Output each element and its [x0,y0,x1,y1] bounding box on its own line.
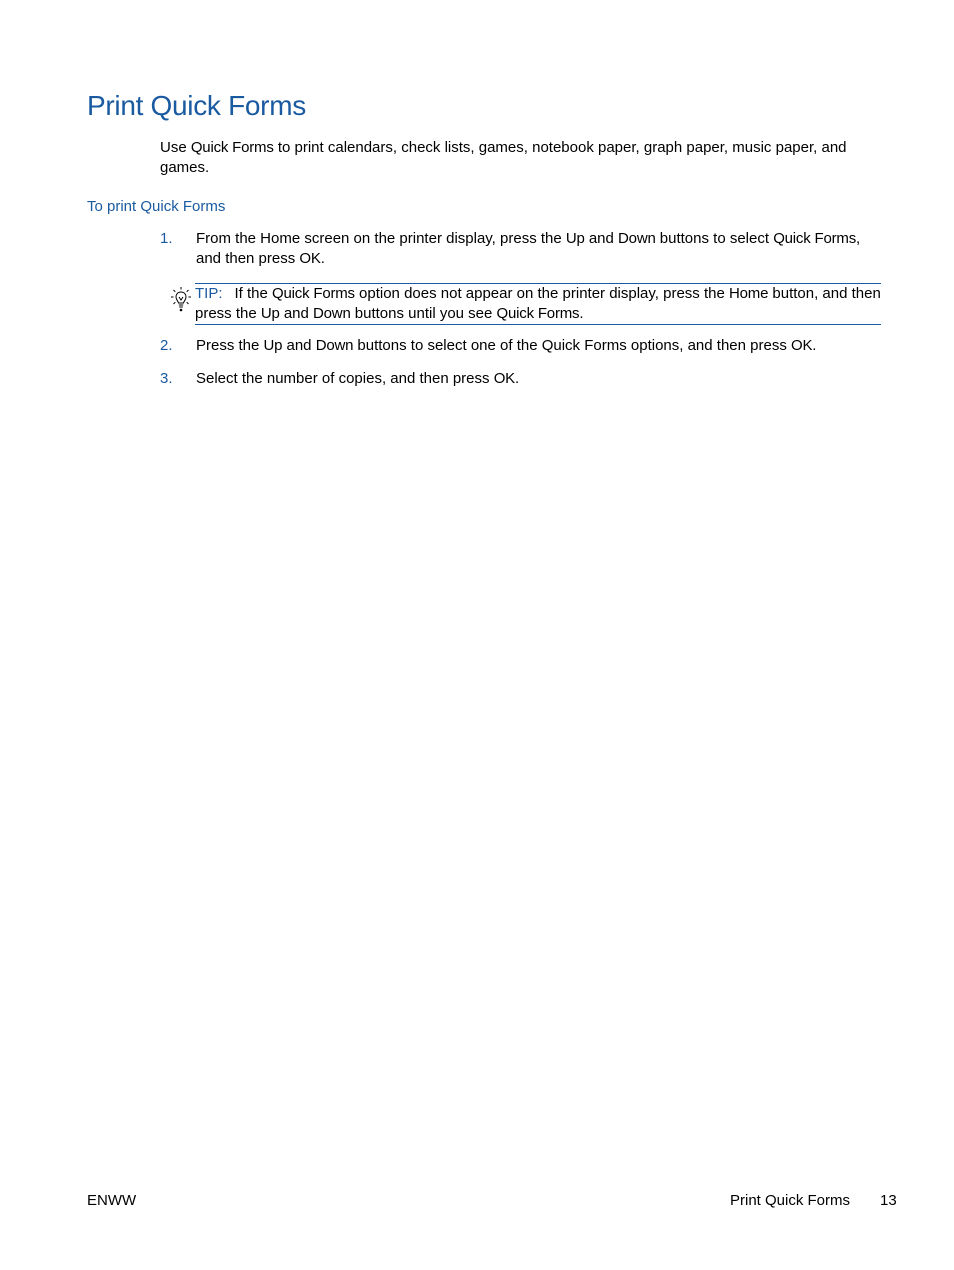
step-text-part: buttons to select one of the Quick Forms options, and then press [353,337,791,354]
footer-code: ENWW [87,1192,137,1209]
step-bold-up: Up [565,230,585,247]
intro-text-2: to print calendars, check lists, games, notebook paper, graph paper, music paper, and games. [160,139,847,176]
step-text-part: . [320,249,325,267]
step-text-part: . [514,370,520,387]
lightbulb-icon [170,286,192,312]
tip-text [195,284,881,323]
step-bold-ok: OK [493,370,515,387]
step-text-part: and [282,337,316,354]
intro-bold-quick-forms: Quick Forms [190,139,274,156]
footer-section-title: Print Quick Forms [730,1192,851,1209]
step-text [196,229,876,268]
page-title: Print Quick Forms [87,90,306,121]
step-bold-ok: OK [299,249,321,267]
step-text-part: buttons to select [655,230,774,247]
page-number: 13 [880,1192,897,1209]
step-text-part: Select the number of copies, and then press [196,370,494,387]
step-text-part: . [812,337,817,354]
step-bold-quick-forms: Quick Forms [773,230,856,247]
tip-bold-up: Up [260,304,280,322]
step-bold-up: Up [263,337,283,354]
step-bold-down: Down [618,230,656,247]
step-number: 2. [160,337,173,354]
step-number: 3. [160,370,173,387]
section-subheading: To print Quick Forms [87,198,226,215]
tip-text-part: . [579,304,584,322]
step-text-part: From the Home screen on the printer display, press the [196,230,566,247]
tip-bold-quick-forms-2: Quick Forms [496,304,580,322]
tip-text-part: button, and then press the [195,285,881,322]
tip-label: TIP: [195,285,223,302]
intro-paragraph [160,138,880,177]
step-number: 1. [160,230,173,247]
step-text-part: Press the [196,337,264,354]
tip-box [195,283,881,325]
step-text [196,336,876,356]
tip-bold-down: Down [313,304,351,322]
step-text-part: and [584,230,619,247]
step-bold-down: Down [315,337,354,354]
tip-text-part: option does not appear on the printer display, press the [354,285,729,302]
step-text-part: , and then press [196,230,861,267]
intro-text-1: Use [160,139,191,156]
step-bold-ok: OK [791,337,813,354]
tip-text-part: and [279,304,314,322]
tip-text-part: buttons until you see [350,304,497,322]
tip-bold-home: Home [729,285,769,302]
tip-text-part: If the [234,285,273,302]
tip-bold-quick-forms: Quick Forms [272,285,355,302]
step-text [196,369,876,389]
